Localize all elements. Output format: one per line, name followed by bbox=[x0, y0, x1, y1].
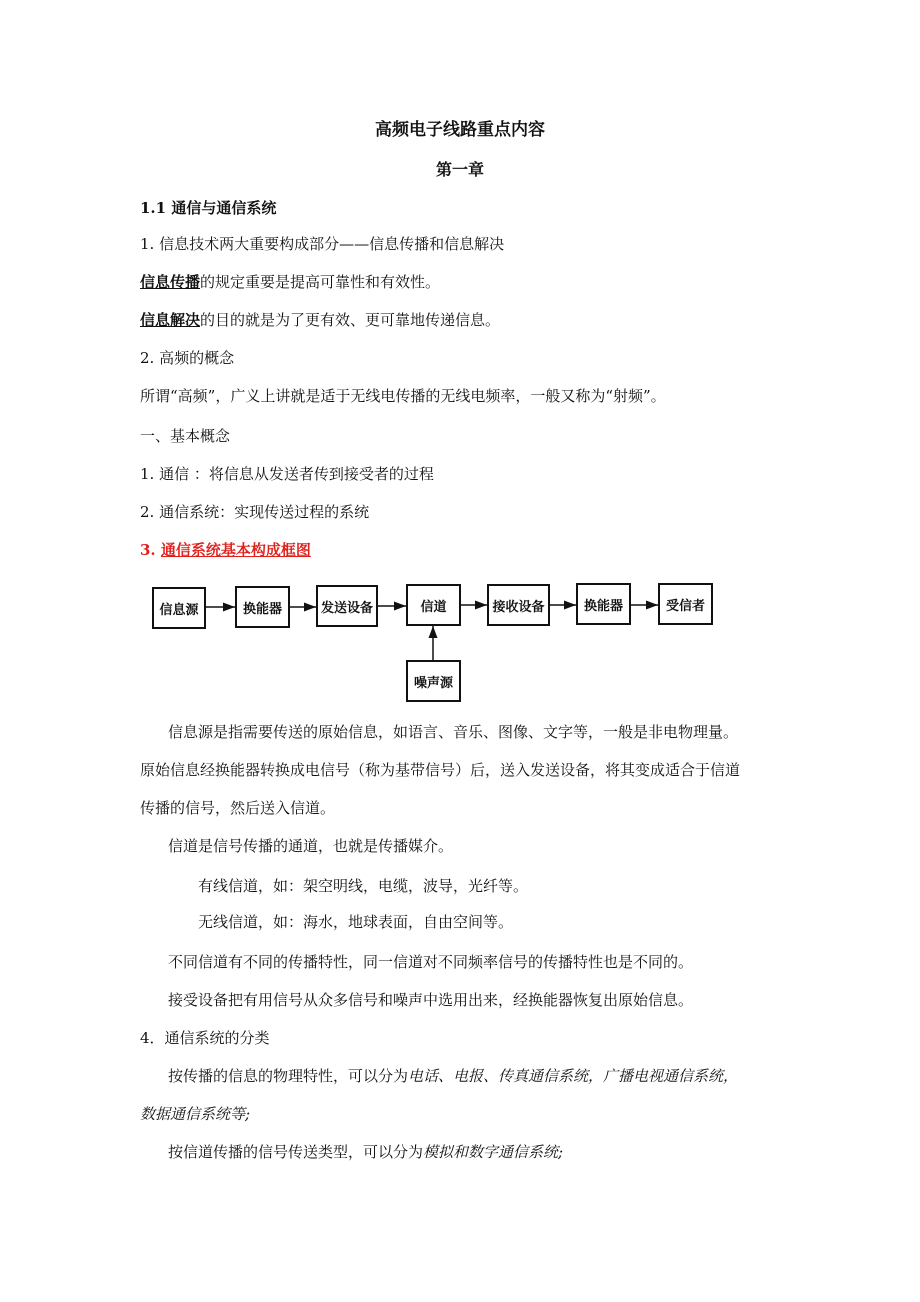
paragraph-line: 不同信道有不同的传播特性，同一信道对不同频率信号的传播特性也是不同的。 bbox=[168, 953, 694, 971]
subsection-heading: 4．通信系统的分类 bbox=[140, 1029, 270, 1047]
paragraph-line: 信息源是指需要传送的原始信息，如语言、音乐、图像、文字等，一般是非电物理量。 bbox=[168, 723, 739, 741]
block-info-source: 信息源 bbox=[152, 587, 206, 629]
paragraph-line bbox=[168, 1142, 563, 1162]
text-line: 2. 通信系统：实现传送过程的系统 bbox=[140, 503, 370, 521]
block-receiver: 接收设备 bbox=[487, 584, 550, 626]
diagram-title: 通信系统基本构成框图 bbox=[160, 541, 311, 559]
paragraph-line bbox=[168, 1066, 738, 1086]
paragraph-line: 有线信道，如：架空明线，电缆，波导，光纤等。 bbox=[198, 877, 529, 895]
block-transducer: 换能器 bbox=[576, 583, 631, 625]
paragraph-line: 原始信息经换能器转换成电信号（称为基带信号）后，送入发送设备，将其变成适合于信道 bbox=[140, 761, 741, 779]
chapter-heading: 第一章 bbox=[435, 160, 484, 179]
document-title: 高频电子线路重点内容 bbox=[375, 120, 545, 140]
text-line: 一、基本概念 bbox=[140, 427, 231, 445]
term: 信息传播 bbox=[140, 273, 201, 291]
term: 信息解决 bbox=[140, 311, 201, 329]
text: 的目的就是为了更有效、更可靠地传递信息。 bbox=[200, 311, 501, 329]
paragraph-line: 接受设备把有用信号从众多信号和噪声中选用出来，经换能器恢复出原始信息。 bbox=[168, 991, 694, 1009]
italic-text: 电话、电报、传真通信系统，广播电视通信系统， bbox=[408, 1067, 739, 1085]
number: 3. bbox=[140, 541, 161, 559]
text-line: 所谓“高频”，广义上讲就是适于无线电传播的无线电频率，一般又称为“射频”。 bbox=[140, 387, 666, 405]
text-line: 2. 高频的概念 bbox=[140, 349, 235, 367]
text-line: 1. 通信 ：将信息从发送者传到接受者的过程 bbox=[140, 465, 434, 483]
block-receiver-person: 受信者 bbox=[658, 583, 713, 625]
block-noise-source: 噪声源 bbox=[406, 660, 461, 702]
text: 按信道传播的信号传送类型，可以分为 bbox=[168, 1143, 424, 1161]
block-channel: 信道 bbox=[406, 584, 461, 626]
paragraph-line: 无线信道，如：海水，地球表面，自由空间等。 bbox=[198, 913, 514, 931]
section-heading: 1.1 通信与通信系统 bbox=[140, 199, 277, 217]
paragraph-line: 信道是信号传播的通道，也就是传播媒介。 bbox=[168, 837, 454, 855]
italic-text: 模拟和数字通信系统; bbox=[423, 1143, 564, 1161]
block-transducer: 换能器 bbox=[235, 586, 290, 628]
text-line: 1. 信息技术两大重要构成部分——信息传播和信息解决 bbox=[140, 235, 505, 253]
text: 按传播的信息的物理特性，可以分为 bbox=[168, 1067, 409, 1085]
paragraph-line: 传播的信号，然后送入信道。 bbox=[140, 799, 336, 817]
block-transmitter: 发送设备 bbox=[316, 585, 378, 627]
paragraph-line: 数据通信系统等; bbox=[140, 1105, 251, 1123]
text: 的规定重要是提高可靠性和有效性。 bbox=[200, 273, 441, 291]
